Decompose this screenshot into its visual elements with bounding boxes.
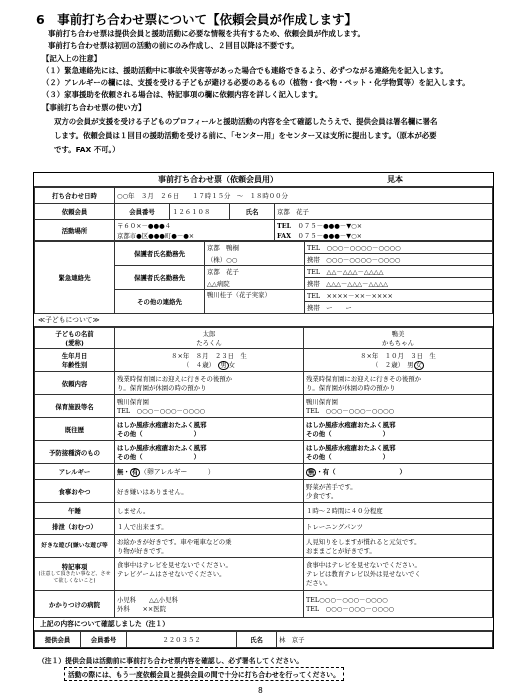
child-2-vaccine-cell <box>304 441 493 464</box>
tel-row <box>275 220 493 231</box>
child-1-food-cell <box>115 480 304 503</box>
child-1-request: 残業時保育園にお迎えに行きその後預か <box>117 375 233 383</box>
child-1-school: 鴨川保育園 <box>117 398 149 406</box>
fax-label: FAX <box>277 231 292 240</box>
child-2-nickname: かもちゃん <box>382 339 414 347</box>
contact-2-mobile: 携帯 △△△－△△△－△△△△ <box>305 278 493 290</box>
child-1-play-2: り物が好きです。 <box>117 547 168 555</box>
child-1-special-2: テレビゲームはさせないでください。 <box>117 570 226 578</box>
child-2-age: （ ２歳） <box>372 360 401 369</box>
member-no-value: １２６１０８ <box>170 204 230 220</box>
child-1-school-tel: TEL ○○○－○○○－○○○○ <box>117 407 206 415</box>
tel-value: ０７５－●●●－▼○× <box>297 221 363 230</box>
birth-label: 生年月日 <box>61 352 88 360</box>
child-1-doctor-cell <box>115 591 304 618</box>
child-1-birth: ８×年 ８月 ２３日 生 <box>171 351 247 360</box>
child-2-name: 鴨美 <box>391 330 405 338</box>
history-label: 既往歴 <box>35 418 115 441</box>
food-label: 食事おやつ <box>35 480 115 503</box>
meeting-form <box>33 172 494 649</box>
child-1-age: （ ４歳） <box>183 360 212 369</box>
child-2-allergy-none: 無 <box>308 467 315 476</box>
note-3: （３）家事援助を依頼される場合は、特記事項の欄に依頼内容を詳しく記入します。 <box>42 90 323 99</box>
request-label: 依頼内容 <box>35 372 115 395</box>
contact-2-name: 京都 花子 <box>205 266 305 278</box>
child-nickname-label: (愛称) <box>65 339 84 347</box>
child-2-play-cell <box>304 535 493 558</box>
contact-1-mobile: 携帯 ○○○－○○○○－○○○○ <box>305 254 493 266</box>
child-2-doctor-2: TEL ○○○－○○○－○○○○ <box>306 605 395 613</box>
child-2-allergy-cell: 無 ・有（ ） <box>304 464 493 480</box>
child-2-food-2: 少食です。 <box>306 492 338 500</box>
contact-1-name: 京都 鴨桐 <box>205 242 305 254</box>
toilet-label: 排泄（おむつ） <box>35 519 115 535</box>
child-1-nap: しません。 <box>115 503 304 519</box>
fax-value: ０７５－●●●－▼○× <box>297 231 363 240</box>
form-title-row <box>34 173 493 187</box>
intro-line-2: 事前打ち合わせ票は初回の活動の前にのみ作成し、２回目以降は不要です。 <box>48 41 299 50</box>
child-2-play: 人見知りをしますが慣れると元気です。 <box>306 538 421 546</box>
child-1-nickname: たろくん <box>196 339 222 347</box>
child-2-sex-male: 男 <box>407 360 414 369</box>
usage-heading: 【事前打ち合わせ票の使い方】 <box>42 103 146 112</box>
special-label: 特記事項 <box>61 562 88 571</box>
emergency-label: 緊急連絡先 <box>35 242 115 314</box>
child-1-food: 好き嫌いはありません。 <box>117 487 188 496</box>
child-1-sex-male: 男 <box>220 360 227 369</box>
child-2-vaccine: はしか風疹水疱瘡おたふく風邪 <box>306 444 396 452</box>
child-1-doctor: 小児科 △△小児科 <box>117 596 178 604</box>
child-2-special-2: テレビは教育テレビ以外は見せないでく <box>306 570 421 578</box>
child-1-play-cell <box>115 535 304 558</box>
section-number: 6 <box>36 12 45 27</box>
age-sex-label: 年齢性別 <box>61 361 88 369</box>
child-2-birth: ８×年 １０月 ３日 生 <box>360 351 436 360</box>
child-1-special-cell <box>115 558 304 591</box>
child-1-request-cell <box>115 372 304 395</box>
child-1-name-cell <box>115 328 304 349</box>
child-1-allergy-detail: （卵アレルギー ） <box>140 468 215 476</box>
child-1-school-cell <box>115 395 304 418</box>
child-2-history-cell <box>304 418 493 441</box>
meeting-date-value: ○○年 ３月 ２６日 １７時１５分 ～ １８時００分 <box>115 188 493 204</box>
note-1: （１）緊急連絡先には、援助活動中に事故や災害等があった場合でも連絡できるよう、必ずつながる連絡先を記入します。 <box>42 66 448 75</box>
child-name-label-cell <box>35 328 115 349</box>
child-1-doctor-2: 外科 ××医院 <box>117 605 167 613</box>
client-name-value: 京都 花子 <box>275 204 493 220</box>
play-label: 好きな遊び(嫌いな遊び等 <box>35 535 115 558</box>
address-value: 京都市●区●●●町●－●× <box>115 230 275 241</box>
child-2-school-tel: TEL ○○○－○○○－○○○○ <box>306 407 395 415</box>
child-1-allergy-none: 無 <box>117 468 124 476</box>
fax-row <box>275 230 493 241</box>
child-2-special: 食事中はテレビを見せないでください。 <box>306 561 421 569</box>
guardian-work-label-1: 保護者氏名勤務先 <box>115 242 205 266</box>
child-2-doctor-cell <box>304 591 493 618</box>
child-2-name-cell <box>304 328 493 349</box>
child-1-sex-female: 女 <box>228 360 235 369</box>
provider-name-value: 林 京子 <box>277 632 493 648</box>
birth-label-cell <box>35 349 115 372</box>
usage-line-1: 双方の会員が支援を受ける子どものプロフィールと援助活動の内容を全て確認したうえで、提供会員は署名欄に署名 <box>54 117 438 126</box>
provider-table <box>34 631 493 648</box>
postal-value: 〒６０×－●●●４ <box>115 220 275 231</box>
place-label: 活動場所 <box>35 220 115 241</box>
usage-line-3: です。FAX 不可。） <box>54 145 120 154</box>
child-1-toilet: １人で出来ます。 <box>115 519 304 535</box>
children-heading: ≪子どもについて≫ <box>34 314 493 327</box>
special-label-cell <box>35 558 115 591</box>
child-2-history: はしか風疹水疱瘡おたふく風邪 <box>306 421 396 429</box>
child-1-allergy-cell: 無・ 有 （卵アレルギー ） <box>115 464 304 480</box>
child-1-history: はしか風疹水疱瘡おたふく風邪 <box>117 421 207 429</box>
child-1-history-other: その他（ ） <box>117 430 201 438</box>
footnote-1: （注１）提供会員は活動前に事前打ち合わせ票内容を確認し、必ず署名してください。 <box>38 657 304 665</box>
note-2: （２）アレルギーの欄には、支援を受ける子どもが避ける必要のあるもの（植物・食べ物・ペット・化学物質等）を記入します。 <box>42 78 470 87</box>
emergency-table <box>34 241 493 314</box>
intro-line-1: 事前打ち合わせ票は提供会員と援助活動に必要な情報を共有するため、依頼会員が作成します。 <box>48 29 365 38</box>
notes-heading: 【記入上の注意】 <box>42 54 102 63</box>
child-2-food-cell <box>304 480 493 503</box>
provider-name-label: 氏名 <box>237 632 277 648</box>
child-2-allergy-detail: （ ） <box>329 467 406 476</box>
meeting-date-label: 打ち合わせ日時 <box>35 188 115 204</box>
child-1-special: 食事中はテレビを見せないでください。 <box>117 561 232 569</box>
special-note: (注意して頂きたい事など、させて欲しくないこと) <box>38 570 111 584</box>
contact-2-work: △△病院 <box>205 278 305 290</box>
child-2-vaccine-other: その他（ ） <box>306 453 390 461</box>
allergy-label: アレルギー <box>35 464 115 480</box>
child-2-history-other: その他（ ） <box>306 430 390 438</box>
child-1-age-sex <box>117 360 301 370</box>
form-title: 事前打ち合わせ票（依頼会員用） <box>158 175 278 184</box>
child-2-request: 残業時保育園にお迎えに行きその後預か <box>306 375 422 383</box>
child-2-school-cell <box>304 395 493 418</box>
tel-label: TEL <box>277 221 292 230</box>
children-table <box>34 327 493 618</box>
nap-label: 午睡 <box>35 503 115 519</box>
provider-label: 提供会員 <box>35 632 81 648</box>
form-header-table <box>34 187 493 241</box>
page-number: 8 <box>258 686 263 695</box>
child-2-nap: １時～２時間に４０分程度 <box>304 503 493 519</box>
child-2-allergy-has: 有 <box>322 467 330 476</box>
contact-1-work: （株）○○ <box>205 254 305 266</box>
child-2-school: 鴨川保育園 <box>306 398 338 406</box>
child-2-request-cell <box>304 372 493 395</box>
child-name-label: 子どもの名前 <box>55 330 94 338</box>
child-2-play-2: おままごとが好きです。 <box>306 547 376 555</box>
child-1-name: 太郎 <box>202 330 216 338</box>
child-1-allergy-has: 有 <box>131 468 139 476</box>
provider-no-label: 会員番号 <box>81 632 127 648</box>
child-2-doctor: TEL○○○－○○○－○○○○ <box>306 596 388 604</box>
doctor-label: かかりつけの病院 <box>35 591 115 618</box>
child-2-request-2: り。保育園が休園の時の預かり <box>306 384 396 392</box>
confirm-heading: 上記の内容について確認しました（注１） <box>34 618 493 631</box>
provider-no-value: ２２０３５２ <box>127 632 237 648</box>
sample-label: 見本 <box>387 175 403 184</box>
child-1-request-2: り。保育園が休園の時の預かり <box>117 384 207 392</box>
child-1-play: お絵かきが好きです。車や電車などの乗 <box>117 538 232 546</box>
section-title-text: 事前打ち合わせ票について【依頼会員が作成します】 <box>57 12 357 27</box>
contact-3-name: 鴨川桂子（花子実家） <box>205 290 305 314</box>
contact-2-tel: TEL △△－△△△－△△△△ <box>305 266 493 278</box>
name-label: 氏名 <box>230 204 275 220</box>
contact-1-tel: TEL ○○○－○○○○－○○○○ <box>305 242 493 254</box>
child-2-sex-female: 女 <box>415 360 422 369</box>
child-2-special-3: ださい。 <box>306 579 332 587</box>
client-label: 依頼会員 <box>35 204 115 220</box>
contact-3-mobile: 携帯 ー ー <box>305 302 493 314</box>
guardian-work-label-2: 保護者氏名勤務先 <box>115 266 205 290</box>
child-2-special-cell <box>304 558 493 591</box>
child-1-vaccine: はしか風疹水疱瘡おたふく風邪 <box>117 444 207 452</box>
member-no-label: 会員番号 <box>115 204 170 220</box>
other-contact-label: その他の連絡先 <box>115 290 205 314</box>
child-2-birth-cell <box>304 349 493 372</box>
child-1-history-cell <box>115 418 304 441</box>
school-label: 保育施設等名 <box>35 395 115 418</box>
footnote-2: 活動の際には、もう一度依頼会員と提供会員の間で十分に打ち合わせを行ってください。 <box>64 667 344 681</box>
child-1-birth-cell <box>115 349 304 372</box>
child-1-vaccine-cell <box>115 441 304 464</box>
child-2-age-sex <box>306 360 490 370</box>
contact-3-tel: TEL ××××－××－×××× <box>305 290 493 302</box>
child-1-vaccine-other: その他（ ） <box>117 453 201 461</box>
vaccine-label: 予防接種済のもの <box>35 441 115 464</box>
usage-line-2: します。依頼会員は１回目の援助活動を受ける前に、「センター用」をセンター又は支所に提出します。（原本が必要 <box>54 131 437 140</box>
section-title <box>36 10 357 28</box>
child-2-toilet: トレーニングパンツ <box>304 519 493 535</box>
child-2-food: 野菜が苦手です。 <box>306 483 357 491</box>
